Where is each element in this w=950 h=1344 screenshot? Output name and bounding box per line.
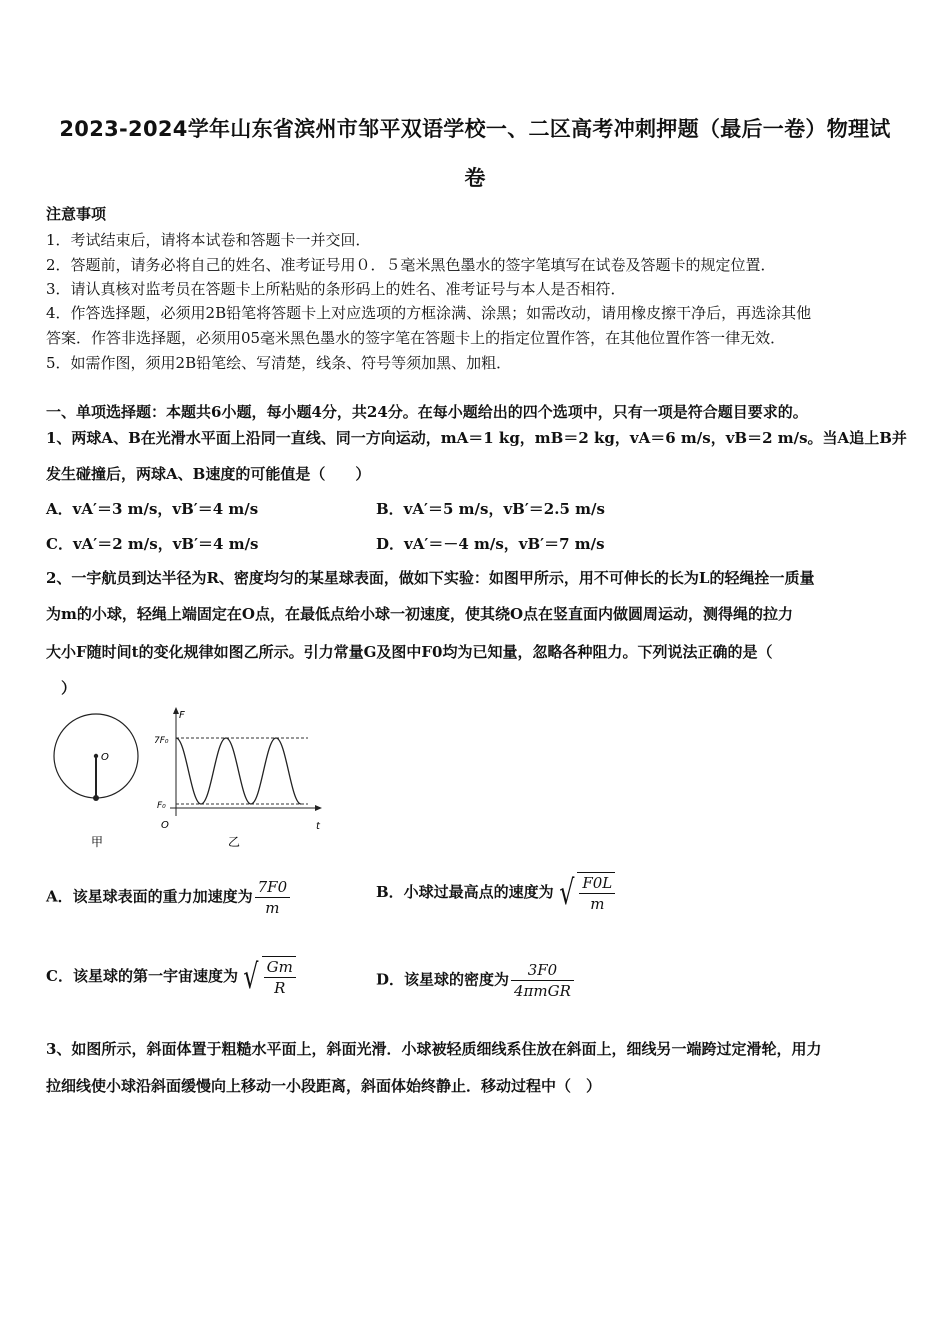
q2-option-a-fraction [255, 877, 291, 918]
section-heading: 一、单项选择题：本题共6小题，每小题4分，共24分。在每小题给出的四个选项中，只有一项是符合题目要求的。 [46, 403, 808, 421]
fraction-denominator: R [274, 979, 286, 997]
ball-mark [93, 795, 99, 801]
q1-stem-line1: 1、两球A、B在光滑水平面上沿同一直线、同一方向运动，mA＝1 kg，mB＝2 kg，vA＝6 m/s，vB＝2 m/s。当A追上B并 [46, 429, 907, 447]
notice-item-1: 1．考试结束后，请将本试卷和答题卡一并交回． [46, 231, 371, 249]
sqrt-symbol: √ $\frac{Gm}{R}$ [240, 956, 296, 998]
q1-stem-line2: 发生碰撞后，两球A、B速度的可能值是（ ） [46, 465, 371, 483]
fraction-denominator: m [590, 895, 605, 913]
q1-option-d: D．vA′＝－4 m/s，vB′＝7 m/s [376, 535, 605, 553]
q1-option-c: C．vA′＝2 m/s，vB′＝4 m/s [46, 535, 259, 553]
q2-option-d-text: D．该星球的密度为 [376, 970, 510, 989]
q2-option-d-fraction [511, 960, 574, 1001]
q2-option-a [46, 877, 290, 918]
notice-item-4: 4．作答选择题，必须用2B铅笔将答题卡上对应选项的方框涂满、涂黑；如需改动，请用橡皮擦干净后，再选涂其他 [46, 304, 812, 322]
q3-stem-line1: 3、如图所示，斜面体置于粗糙水平面上，斜面光滑．小球被轻质细线系住放在斜面上，细线另一端跨过定滑轮，用力 [46, 1040, 822, 1058]
tick-7f0: 7F₀ [154, 736, 169, 746]
fraction-numerator: 3F0 [511, 960, 574, 981]
q2-option-c-fraction [264, 957, 296, 998]
q2-option-b-fraction [579, 873, 615, 914]
tick-f0: F₀ [157, 801, 166, 811]
q2-option-b-text: B．小球过最高点的速度为 [376, 883, 554, 901]
q2-stem-line2: 为m的小球，轻绳上端固定在O点，在最低点给小球一初速度，使其绕O点在竖直面内做圆周运动，测得绳的拉力 [46, 605, 794, 623]
exam-title-line2: 卷 [464, 166, 486, 190]
tension-curve [176, 738, 301, 804]
notice-item-3: 3．请认真核对监考员在答题卡上所粘贴的条形码上的姓名、准考证号与本人是否相符． [46, 280, 626, 298]
q1-option-b: B．vA′＝5 m/s，vB′＝2.5 m/s [376, 500, 605, 518]
x-axis-arrow [315, 805, 322, 811]
notice-item-4-cont: 答案．作答非选择题，必须用05毫米黑色墨水的签字笔在答题卡上的指定位置作答，在其他位置作答一律无效． [46, 329, 786, 347]
q2-option-c-text: C．该星球的第一宇宙速度为 [46, 967, 238, 985]
fraction-numerator: 7F0 [255, 877, 291, 898]
fraction-denominator: 4πmGR [514, 982, 571, 1000]
q2-option-b [376, 872, 615, 914]
fraction-denominator: m [265, 899, 280, 917]
caption-jia: 甲 [91, 835, 104, 849]
q2-stem-line3: 大小F随时间t的变化规律如图乙所示。引力常量G及图中F0均为已知量，忽略各种阻力。下列说法正确的是（ [46, 643, 773, 661]
x-axis-label: t [316, 821, 320, 832]
sqrt-symbol: √ $\frac{F0L}{m}$ [556, 872, 616, 914]
origin-label: O [161, 820, 169, 831]
notice-item-5: 5．如需作图，须用2B铅笔绘、写清楚，线条、符号等须加黑、加粗． [46, 354, 512, 372]
y-axis-label: F [179, 710, 185, 721]
notice-item-2: 2．答题前，请务必将自己的姓名、准考证号用０．５毫米黑色墨水的签字笔填写在试卷及答题卡的规定位置． [46, 256, 776, 274]
caption-yi: 乙 [228, 835, 241, 849]
exam-title-line1: 2023-2024学年山东省滨州市邹平双语学校一、二区高考冲刺押题（最后一卷）物理试 [59, 117, 891, 141]
circle-center-label: O [101, 752, 109, 763]
q2-option-d [376, 960, 574, 1001]
q2-figure [46, 700, 336, 850]
fraction-numerator: F0L [579, 873, 615, 894]
q1-option-a: A．vA′＝3 m/s，vB′＝4 m/s [46, 500, 259, 518]
q2-stem-line1: 2、一宇航员到达半径为R、密度均匀的某星球表面，做如下实验：如图甲所示，用不可伸长的长为L的轻绳拴一质量 [46, 569, 815, 587]
fraction-numerator: Gm [264, 957, 296, 978]
notice-heading: 注意事项 [46, 205, 107, 223]
q3-stem-line2: 拉细线使小球沿斜面缓慢向上移动一小段距离，斜面体始终静止．移动过程中（ ） [46, 1077, 602, 1095]
q2-option-a-text: A．该星球表面的重力加速度为 [46, 887, 253, 906]
q2-stem-line4: ） [46, 679, 77, 697]
q2-option-c [46, 956, 296, 998]
